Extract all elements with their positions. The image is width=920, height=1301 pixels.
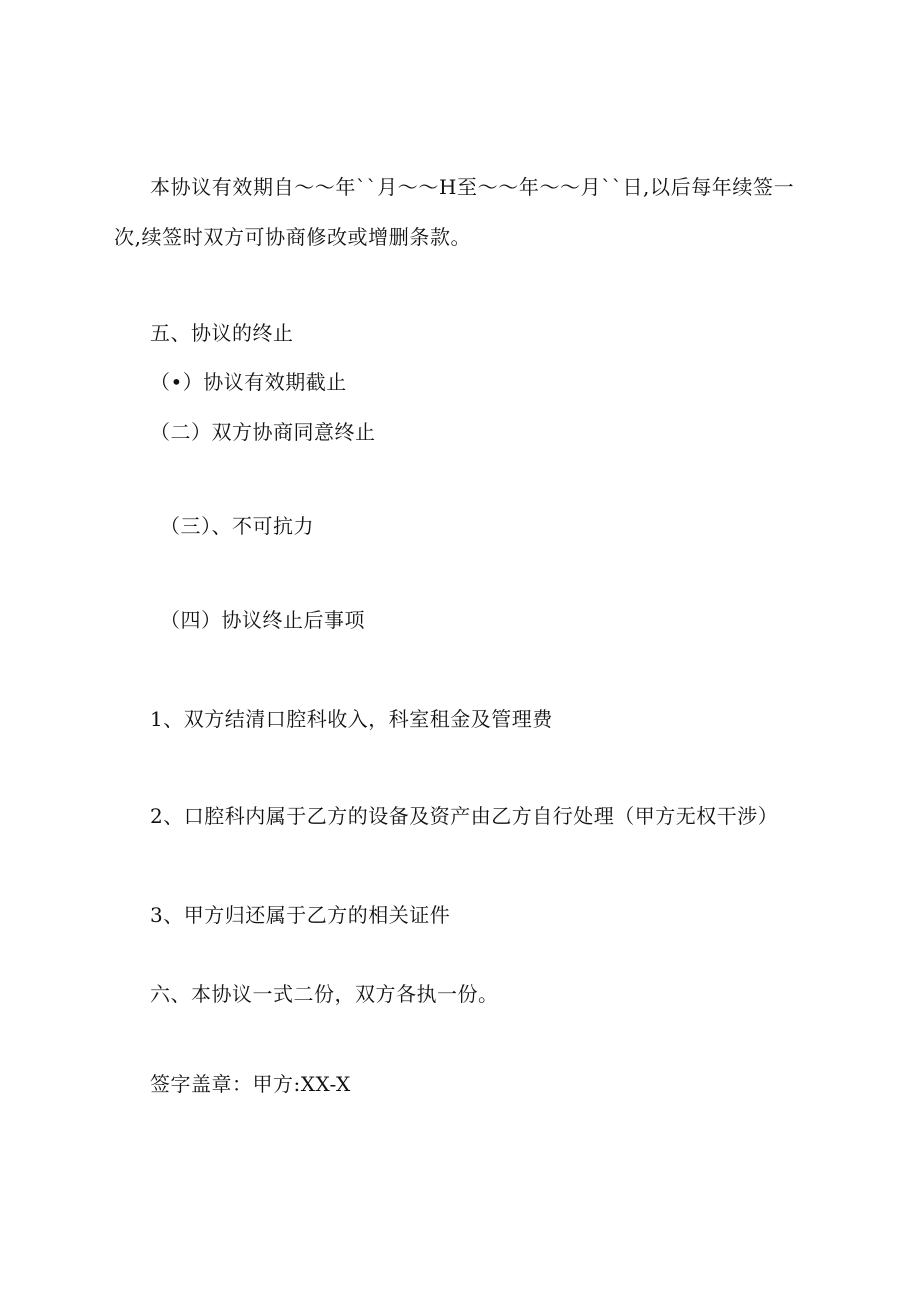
post-termination-item-3: 3、甲方归还属于乙方的相关证件 <box>150 903 451 927</box>
section-5-title: 五、协议的终止 <box>150 321 294 345</box>
post-termination-item-1: 1、双方结清口腔科收入，科室租金及管理费 <box>150 707 553 731</box>
termination-item-1: （•）协议有效期截止 <box>150 370 347 394</box>
post-termination-item-2: 2、口腔科内属于乙方的设备及资产由乙方自行处理（甲方无权干涉） <box>150 804 779 828</box>
signature-line: 签字盖章：甲方:XX-X <box>150 1072 351 1096</box>
termination-item-2: （二）双方协商同意终止 <box>150 420 376 444</box>
validity-paragraph: 本协议有效期自～～年``月～～H至～～年～～月``日,以后每年续签一次,续签时双方可协商修改或增删条款。 <box>114 175 795 249</box>
termination-item-4: （四）协议终止后事项 <box>160 608 365 632</box>
termination-item-3: （三）、不可抗力 <box>160 514 314 538</box>
section-6: 六、本协议一式二份，双方各执一份。 <box>150 982 499 1006</box>
